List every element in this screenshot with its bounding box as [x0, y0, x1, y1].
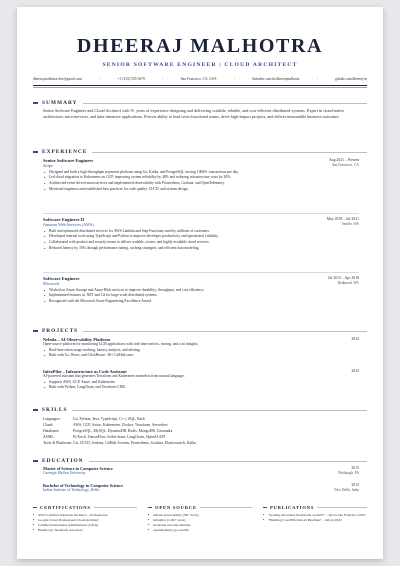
publications-heading-label: PUBLICATIONS [270, 505, 315, 510]
open-source-column [148, 505, 252, 533]
experience-heading-label: EXPERIENCE [42, 149, 88, 155]
open-source-heading [148, 505, 252, 510]
skill-category: AI/ML: [43, 435, 55, 439]
heading-accent [33, 409, 38, 410]
certifications-heading [33, 505, 137, 510]
contact-separator: | [99, 77, 101, 81]
summary-heading-label: SUMMARY [42, 100, 78, 106]
open-source-heading-label: OPEN SOURCE [155, 505, 197, 510]
job-date: Aug 2021 – Present [328, 158, 359, 162]
heading-accent [33, 151, 38, 152]
heading-accent [33, 460, 38, 461]
job-bullet: • Architected event-driven microservices and implemented observability with Prometheus, Grafana, and OpenTelemetry. [43, 181, 359, 187]
project-title: Nebula – AI Observability Platform [43, 337, 111, 342]
contact-email[interactable]: dheeraj.malhotra.dev@gmail.com [33, 77, 82, 81]
project-description: AI-powered assistant that generates Terraform and Kubernetes manifests from natural language. [43, 374, 185, 378]
heading-rule [72, 410, 367, 411]
education-location: New Delhi, India [334, 488, 359, 492]
skill-category: Languages: [43, 417, 61, 421]
heading-rule [92, 152, 367, 153]
contact-separator: | [234, 77, 235, 81]
certifications-column [33, 505, 137, 533]
job-date: May 2018 – Jul 2021 [326, 217, 359, 221]
job-company: Amazon Web Services (AWS) [43, 222, 94, 227]
project-year: 2023 [351, 369, 359, 373]
job-bullet: • Built and optimized distributed services for AWS Lambda and Step Functions used by millions of customers. [43, 229, 359, 235]
education-entry [43, 483, 359, 492]
publications-column [263, 505, 367, 533]
job-date: Jul 2015 – Apr 2018 [327, 276, 359, 280]
school: Indian Institute of Technology, Delhi [43, 488, 100, 492]
job-bullet: • Worked on Azure Storage and Azure Blob services to improve durability, throughput, and cost efficiency. [43, 288, 359, 294]
projects-heading-label: PROJECTS [42, 328, 79, 334]
certifications-heading-label: CERTIFICATIONS [40, 505, 91, 510]
project-description: Open-source platform for monitoring LLM applications with real-time metrics, tracing, and cost insights. [43, 342, 199, 346]
resume-page [17, 7, 383, 559]
job-bullet: • Reduced latency by 35% through performance tuning, caching strategies, and efficient data modeling. [43, 246, 359, 252]
job-title: Software Engineer [43, 276, 80, 281]
project-bullet: • Real-time token usage tracking, latency analysis, and alerting. [43, 348, 359, 354]
job-location: Redmond, WA [337, 281, 359, 285]
job-bullet: • Designed and built a high-throughput payments platform using Go, Kafka, and PostgreSQL serving 100M+ transactions per day. [43, 170, 359, 176]
job-divider [43, 213, 359, 214]
job-bullet: • Collaborated with product and security teams to deliver scalable, secure, and highly available cloud services. [43, 240, 359, 246]
projects-heading [33, 328, 367, 334]
certification-item: • AWS Certified Solutions Architect – Professional [33, 513, 137, 518]
job-entry [43, 217, 359, 252]
project-bullet: • Supports AWS, GCP, Azure, and Kubernetes. [43, 380, 359, 386]
job-bullet: • Mentored engineers and established best practices for code quality, CI/CD, and system design. [43, 187, 359, 193]
project-bullets [43, 348, 359, 359]
resume-header [17, 7, 383, 93]
job-title: Software Engineer II [43, 217, 85, 222]
job-location: San Francisco, CA [331, 163, 359, 167]
contact-linkedin[interactable]: linkedin.com/in/dheerajmalhotra [252, 77, 300, 81]
heading-accent [263, 507, 267, 508]
certifications-list [33, 513, 137, 534]
job-entry [43, 158, 359, 193]
summary-heading [33, 100, 367, 106]
publications-list [263, 513, 367, 523]
contact-github[interactable]: github.com/dheeraj-m [335, 77, 367, 81]
heading-accent [33, 102, 38, 103]
summary-text: Senior Software Engineer and Cloud Architect with 9+ years of experience designing and delivering scalable, reliable, and cost-efficient distributed systems. Expert in cloud-native architecture, microservices, and data-intensive applications. Proven ability to lead cross-functional teams, drive high-impact projects, and deliver measurable business outcomes. [43, 108, 345, 120]
certification-item: • HashiCorp Terraform Associate [33, 528, 137, 533]
job-company: Microsoft [43, 281, 60, 286]
project-bullet: • Built with Python, LangChain, and Terraform CDK. [43, 385, 359, 391]
contact-separator: | [162, 77, 164, 81]
open-source-list [148, 513, 252, 534]
job-location: Seattle, WA [341, 222, 359, 226]
heading-rule [200, 507, 252, 508]
heading-rule [89, 461, 367, 462]
project-entry [43, 337, 359, 359]
heading-rule [94, 507, 137, 508]
skill-category: Cloud: [43, 423, 54, 427]
skill-row [43, 440, 359, 446]
skill-values: AWS, GCP, Azure, Kubernetes, Docker, Terraform, Serverless [73, 423, 168, 427]
job-title: Senior Software Engineer [43, 158, 94, 163]
heading-rule [83, 331, 367, 332]
open-source-item: • nebula-observability (3K+ stars) [148, 513, 252, 518]
job-bullet: • Developed internal tools using TypeScript and Python to improve developer productivity and operational visibility. [43, 234, 359, 240]
heading-rule [317, 507, 367, 508]
skill-category: Tools & Platforms: [43, 441, 73, 445]
publications-heading [263, 505, 367, 510]
degree: Master of Science in Computer Science [43, 466, 113, 471]
skills-heading [33, 407, 367, 413]
publication-item: • "Scaling Serverless Workloads on AWS" – QCon San Francisco 2023 [263, 513, 367, 518]
project-entry [43, 369, 359, 391]
degree: Bachelor of Technology in Computer Science [43, 483, 123, 488]
job-company: Stripe [43, 163, 54, 168]
experience-heading [33, 149, 367, 155]
open-source-item: • opentelemetry-go-contrib [148, 528, 252, 533]
education-year: 2015 [351, 466, 359, 470]
heading-accent [148, 507, 152, 508]
skills-table [43, 416, 359, 446]
job-bullet: • Led cloud migration to Kubernetes on GCP, improving system reliability by 40% and reducing infrastructure costs by 28%. [43, 175, 359, 181]
job-entry [43, 276, 359, 305]
project-bullet: • Built with Go, React, and ClickHouse. 3K+ GitHub stars. [43, 353, 359, 359]
candidate-tagline: SENIOR SOFTWARE ENGINEER | CLOUD ARCHITECT [102, 62, 298, 68]
publication-item: • "Building Cost-Efficient AI Pipelines" – InfoQ 2022 [263, 518, 367, 523]
contact-bar [33, 77, 367, 81]
candidate-name: DHEERAJ MALHOTRA [76, 35, 324, 57]
project-title: InfraPilot – Infrastructure as Code Assistant [43, 369, 127, 374]
bottom-columns [33, 505, 367, 533]
education-year: 2013 [351, 483, 359, 487]
job-bullets [43, 229, 359, 252]
job-bullets [43, 170, 359, 193]
job-divider [43, 272, 359, 273]
contact-location: San Francisco, CA, USA [180, 77, 217, 81]
project-bullets [43, 380, 359, 391]
education-entry [43, 466, 359, 475]
contact-separator: | [316, 77, 318, 81]
project-year: 2024 [351, 337, 359, 341]
certification-item: • Certified Kubernetes Administrator (CKA) [33, 523, 137, 528]
job-bullet: • Implemented features in .NET and C# for large-scale distributed systems. [43, 293, 359, 299]
header-rule-thin [33, 87, 367, 88]
education-heading [33, 458, 367, 464]
job-bullets [43, 288, 359, 305]
school: Carnegie Mellon University [43, 471, 86, 475]
education-heading-label: EDUCATION [42, 458, 84, 464]
certification-item: • Google Cloud Professional Cloud Architect [33, 518, 137, 523]
open-source-item: • terraform-aws-eks-module [148, 523, 252, 528]
education-location: Pittsburgh, PA [338, 471, 359, 475]
heading-accent [33, 330, 38, 331]
skills-heading-label: SKILLS [42, 407, 68, 413]
skill-values: PostgreSQL, MySQL, DynamoDB, Redis, MongoDB, Cassandra [73, 429, 173, 433]
skill-values: PyTorch, TensorFlow, Scikit-learn, LangChain, OpenAI API [73, 435, 165, 439]
contact-phone[interactable]: +1 (415) 555-3679 [117, 77, 145, 81]
skill-values: Go, Python, Java, TypeScript, C++, SQL, Bash [73, 417, 145, 421]
skill-values: Git, CI/CD, Jenkins, GitHub Actions, Prometheus, Grafana, Elasticsearch, Kafka [73, 441, 197, 445]
job-bullet: • Recognized with the Microsoft Azure Engineering Excellence Award. [43, 299, 359, 305]
open-source-item: • infrapilot (1.2K+ stars) [148, 518, 252, 523]
heading-rule [83, 103, 367, 104]
skill-category: Databases: [43, 429, 60, 433]
header-rule [33, 85, 367, 86]
heading-accent [33, 507, 37, 508]
